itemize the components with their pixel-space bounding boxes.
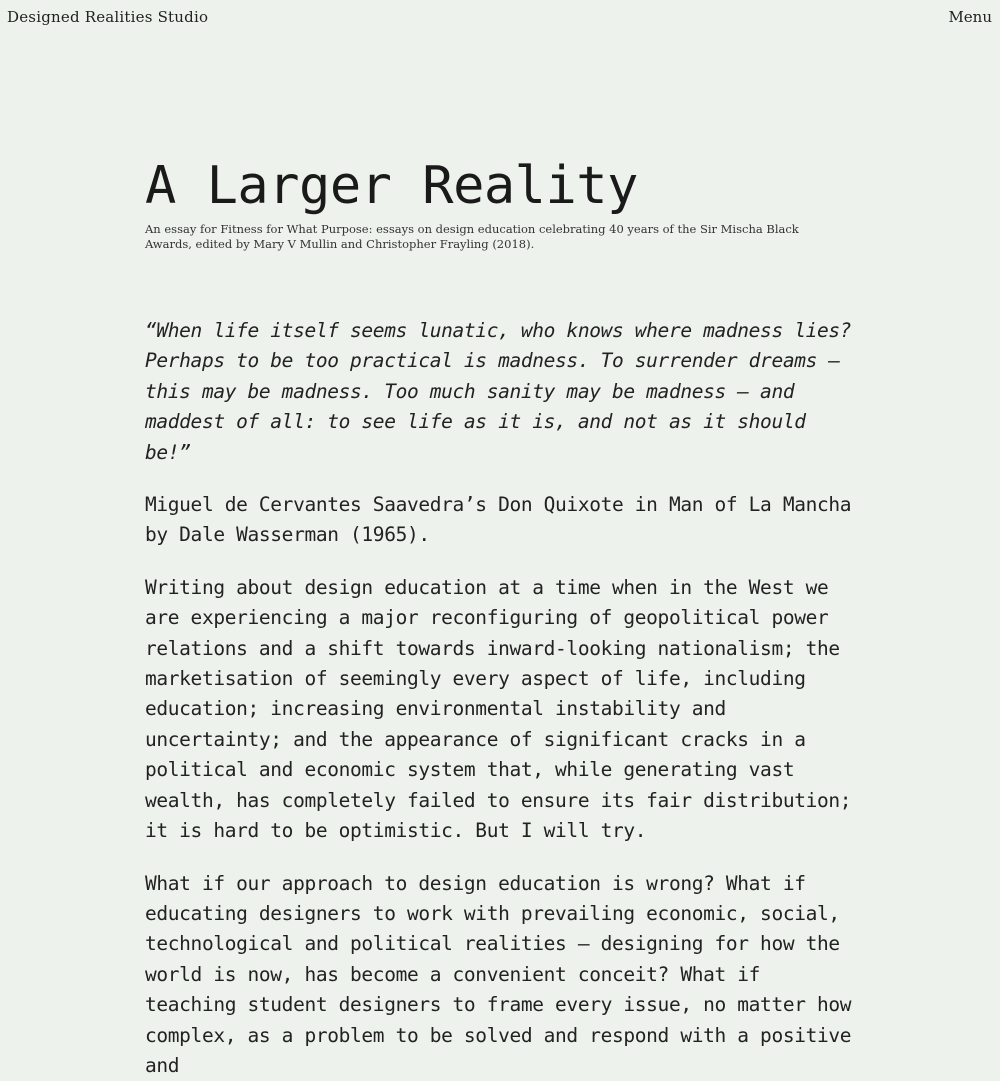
page-title: A Larger Reality (145, 150, 857, 222)
top-bar (0, 0, 1000, 36)
epigraph-quote: “When life itself seems lunatic, who knows where madness lies? Perhaps to be too practical is madness. To surrender dreams — this may be madness. Too much sanity may be madness — and maddest of all: to see life as it is, and not as it should be!” (145, 316, 857, 468)
article-subtitle: An essay for Fitness for What Purpose: essays on design education celebrating 40 years of the Sir Mischa Black Awards, edited by Mary V Mullin and Christopher Frayling (2018). (145, 222, 845, 252)
body-paragraph: Writing about design education at a time when in the West we are experiencing a major reconfiguring of geopolitical power relations and a shift towards inward-looking nationalism; the marketisation of seemingly every aspect of life, including education; increasing environmental instability and uncertainty; and the appearance of significant cracks in a political and economic system that, while generating vast wealth, has completely failed to ensure its fair distribution; it is hard to be optimistic. But I will try. (145, 573, 857, 847)
article (145, 150, 857, 1081)
site-title-link[interactable]: Designed Realities Studio (7, 8, 208, 26)
menu-button[interactable]: Menu (948, 8, 992, 26)
quote-attribution: Miguel de Cervantes Saavedra’s Don Quixote in Man of La Mancha by Dale Wasserman (1965). (145, 490, 857, 551)
body-paragraph: What if our approach to design education is wrong? What if educating designers to work with prevailing economic, social, technological and political realities — designing for how the world is now, has become a convenient conceit? What if teaching student designers to frame every issue, no matter how complex, as a problem to be solved and respond with a positive and (145, 869, 857, 1081)
